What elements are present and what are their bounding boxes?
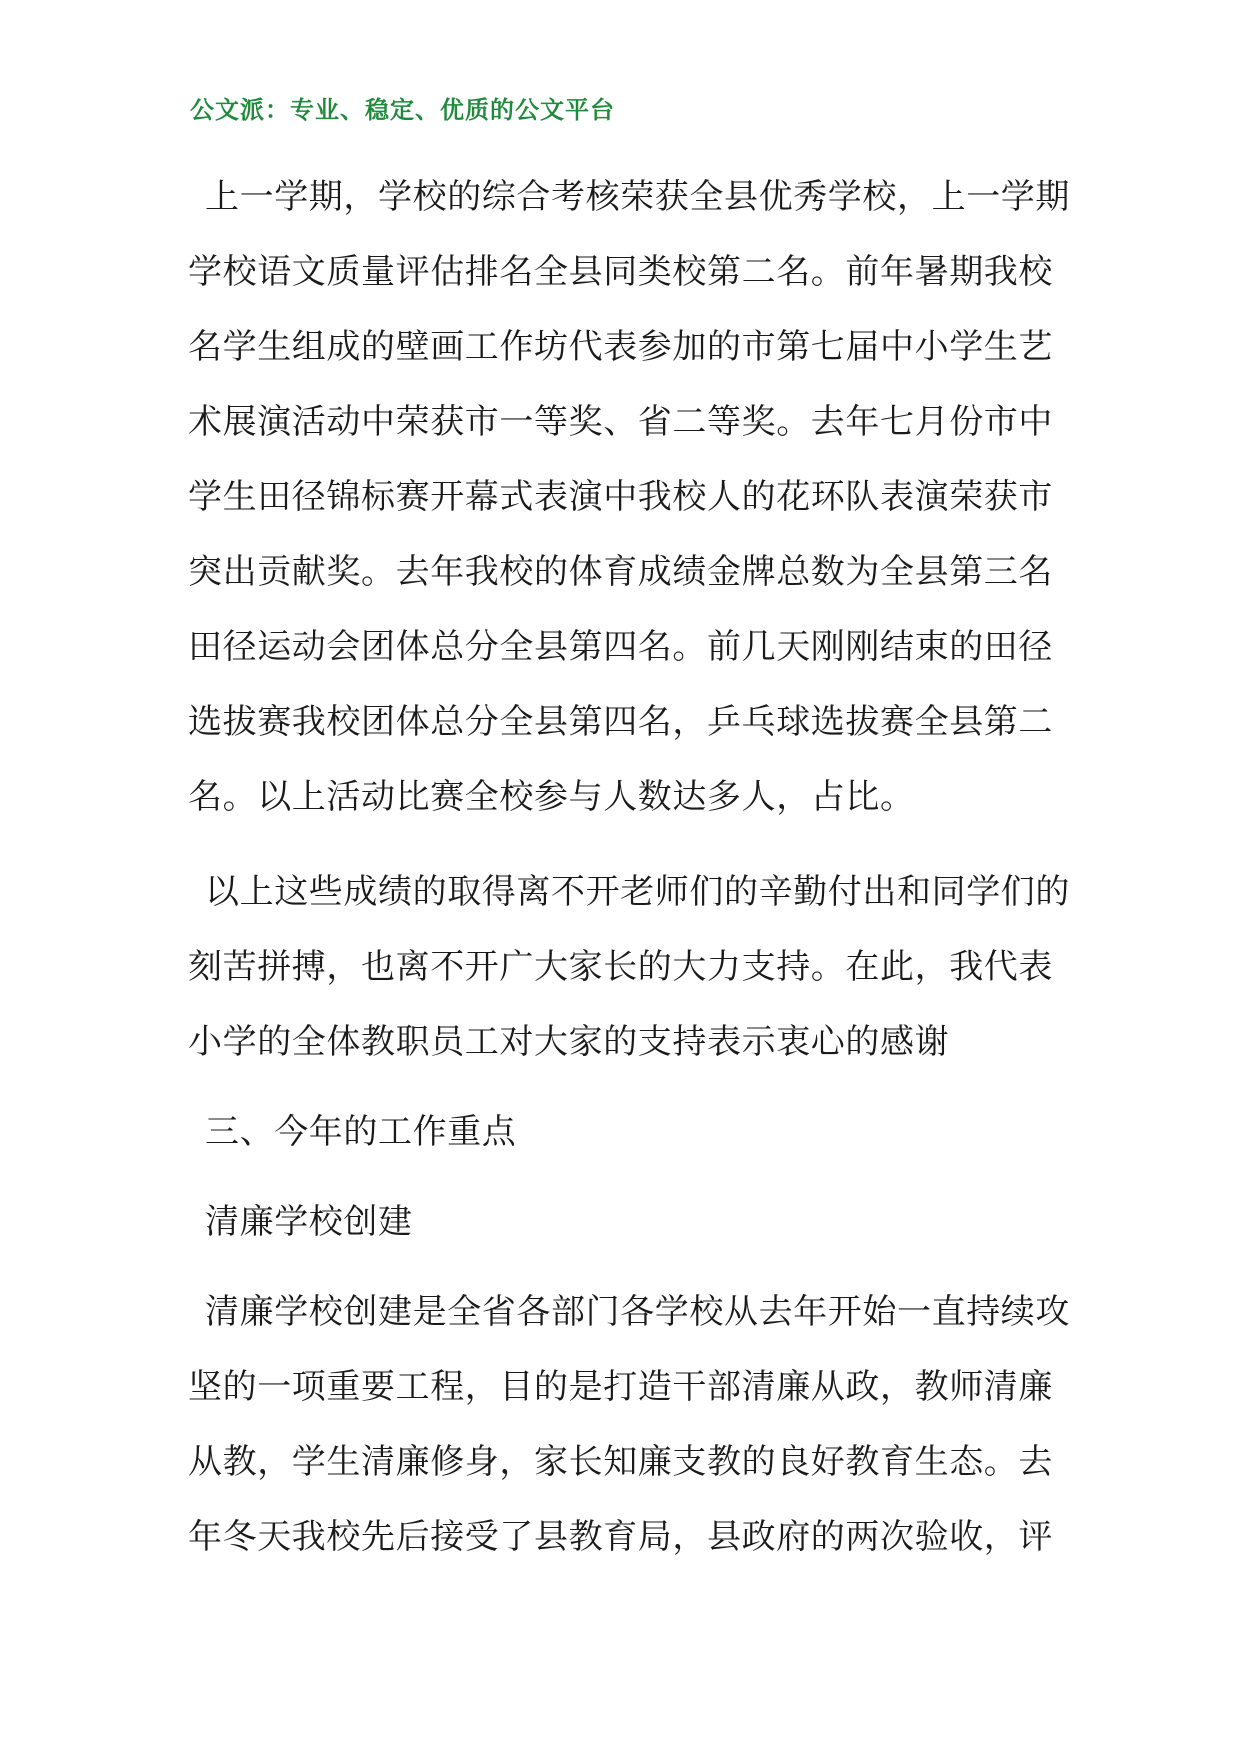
subheading-text: 清廉学校创建 xyxy=(205,1202,413,1242)
paragraph-thanks xyxy=(188,855,1070,1080)
section-heading xyxy=(188,1095,1063,1170)
text-line: 学校语文质量评估排名全县同类校第二名。前年暑期我校 xyxy=(188,252,1053,292)
text-line: 以上这些成绩的取得离不开老师们的辛勤付出和同学们的 xyxy=(205,872,1070,912)
text-line: 学生田径锦标赛开幕式表演中我校人的花环队表演荣获市 xyxy=(188,477,1053,517)
text-line: 清廉学校创建是全省各部门各学校从去年开始一直持续攻 xyxy=(205,1292,1070,1332)
text-line: 年冬天我校先后接受了县教育局，县政府的两次验收，评 xyxy=(188,1517,1053,1557)
text-line: 坚的一项重要工程，目的是打造干部清廉从政，教师清廉 xyxy=(188,1367,1053,1407)
text-line: 选拔赛我校团体总分全县第四名，乒乓球选拔赛全县第二 xyxy=(188,702,1053,742)
text-line: 小学的全体教职员工对大家的支持表示衷心的感谢 xyxy=(188,1022,950,1062)
paragraph-achievements xyxy=(188,160,1070,835)
subsection-heading xyxy=(188,1185,1063,1260)
text-line: 上一学期，学校的综合考核荣获全县优秀学校，上一学期 xyxy=(205,177,1070,217)
text-line: 田径运动会团体总分全县第四名。前几天刚刚结束的田径 xyxy=(188,627,1053,667)
text-line: 从教，学生清廉修身，家长知廉支教的良好教育生态。去 xyxy=(188,1442,1053,1482)
text-line: 名学生组成的壁画工作坊代表参加的市第七届中小学生艺 xyxy=(188,327,1053,367)
text-line: 刻苦拼搏，也离不开广大家长的大力支持。在此，我代表 xyxy=(188,947,1053,987)
text-line: 术展演活动中荣获市一等奖、省二等奖。去年七月份市中 xyxy=(188,402,1053,442)
text-line: 名。以上活动比赛全校参与人数达多人，占比。 xyxy=(188,777,915,817)
paragraph-clean-school xyxy=(188,1275,1070,1575)
text-line: 突出贡献奖。去年我校的体育成绩金牌总数为全县第三名 xyxy=(188,552,1053,592)
heading-text: 三、今年的工作重点 xyxy=(205,1112,517,1152)
brand-header: 公文派：专业、稳定、优质的公文平台 xyxy=(190,96,615,124)
